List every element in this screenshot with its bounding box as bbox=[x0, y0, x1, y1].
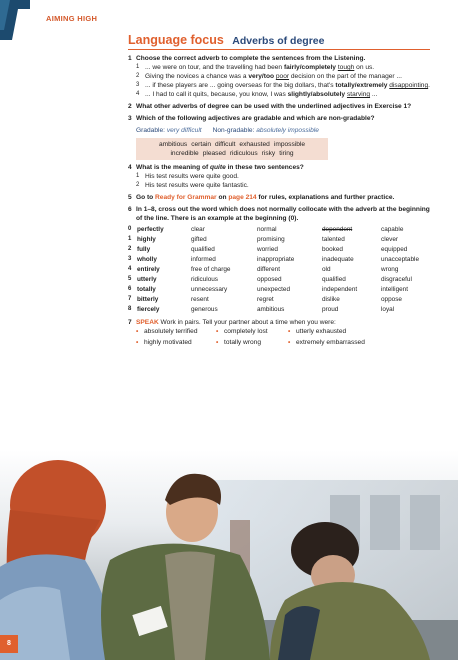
exercise-content bbox=[128, 54, 432, 347]
list-item: • extremely embarrassed bbox=[288, 339, 365, 346]
gradable-labels: Gradable: very difficult Non-gradable: absolutely impossible bbox=[136, 127, 319, 134]
exercise-1-item-3: 3 ... if these players are ... going overseas for the big dollars, that's totally/extremely disappointing. bbox=[136, 82, 430, 89]
students-photo bbox=[0, 450, 458, 660]
bullet-icon: • bbox=[136, 328, 139, 335]
table-row: 8 fiercely generous ambitious proud loyal bbox=[128, 306, 395, 313]
table-row: 6 totally unnecessary unexpected independent intelligent bbox=[128, 286, 409, 293]
page-reference-link[interactable]: page 214 bbox=[228, 194, 257, 201]
page-number: 8 bbox=[0, 635, 18, 653]
exercise-1-item-4: 4 ... I had to call it quits, because, you know, I was slightly/absolutely starving ... bbox=[136, 91, 378, 98]
list-item: • absolutely terrified bbox=[136, 328, 198, 335]
list-item: • completely lost bbox=[216, 328, 268, 335]
publisher-logo-icon bbox=[0, 0, 40, 40]
adjective-row-1: ambitious certain difficult exhausted impossible bbox=[158, 141, 306, 148]
bullet-icon: • bbox=[136, 339, 139, 346]
exercise-1-item-1: 1 ... we were on tour, and the travelling had been fairly/completely tough on us. bbox=[136, 64, 375, 71]
crossed-out-example: dependent bbox=[322, 226, 353, 233]
bullet-icon: • bbox=[216, 328, 219, 335]
bullet-icon: • bbox=[216, 339, 219, 346]
exercise-7-instruction: 7 SPEAK Work in pairs. Tell your partner about a time when you were: bbox=[128, 319, 336, 326]
title-topic: Adverbs of degree bbox=[232, 35, 325, 47]
exercise-3-instruction: 3 Which of the following adjectives are gradable and which are non-gradable? bbox=[128, 115, 375, 122]
exercise-5-instruction: 5 Go to Ready for Grammar on page 214 for rules, explanations and further practice. bbox=[128, 194, 395, 201]
section-label: AIMING HIGH bbox=[46, 14, 98, 23]
title-language-focus: Language focus bbox=[128, 33, 224, 47]
exercise-4-item-2: 2 His test results were quite fantastic. bbox=[136, 182, 249, 189]
collocation-table bbox=[128, 225, 431, 315]
table-row: 3 wholly informed inappropriate inadequate unacceptable bbox=[128, 256, 420, 263]
title-divider bbox=[128, 49, 430, 50]
table-row: 5 utterly ridiculous opposed qualified disgraceful bbox=[128, 276, 412, 283]
adjective-box bbox=[136, 138, 328, 160]
exercise-4-instruction: 4 What is the meaning of quite in these two sentences? bbox=[128, 164, 304, 171]
table-row: 4 entirely free of charge different old wrong bbox=[128, 266, 399, 273]
table-row: 7 bitterly resent regret dislike oppose bbox=[128, 296, 402, 303]
table-row: 2 fully qualified worried booked equipped bbox=[128, 246, 408, 253]
speaking-prompts bbox=[136, 327, 432, 347]
list-item: • totally wrong bbox=[216, 339, 262, 346]
adjective-row-2: incredible pleased ridiculous risky tiring bbox=[170, 150, 294, 157]
list-item: • utterly exhausted bbox=[288, 328, 347, 335]
bullet-icon: • bbox=[288, 339, 291, 346]
bullet-icon: • bbox=[288, 328, 291, 335]
exercise-2-instruction: 2 What other adverbs of degree can be used with the underlined adjectives in Exercise 1? bbox=[128, 103, 412, 110]
list-item: • highly motivated bbox=[136, 339, 192, 346]
table-row: 1 highly gifted promising talented clever bbox=[128, 236, 399, 243]
exercise-1-item-2: 2 Giving the novices a chance was a very/too poor decision on the part of the manager ... bbox=[136, 73, 402, 80]
exercise-4-item-1: 1 His test results were quite good. bbox=[136, 173, 239, 180]
exercise-6-instruction: 6 In 1–8, cross out the word which does not normally collocate with the adverb at the beginning of the line. There is an example at the beginning (0). bbox=[128, 206, 430, 222]
speak-label: SPEAK bbox=[136, 319, 159, 326]
exercise-1-instruction: 1 Choose the correct adverb to complete the sentences from the Listening. bbox=[128, 55, 366, 62]
table-row: 0 perfectly clear normal dependent capable bbox=[128, 226, 404, 233]
page-title bbox=[128, 31, 325, 49]
ready-for-grammar-link[interactable]: Ready for Grammar bbox=[155, 194, 217, 201]
